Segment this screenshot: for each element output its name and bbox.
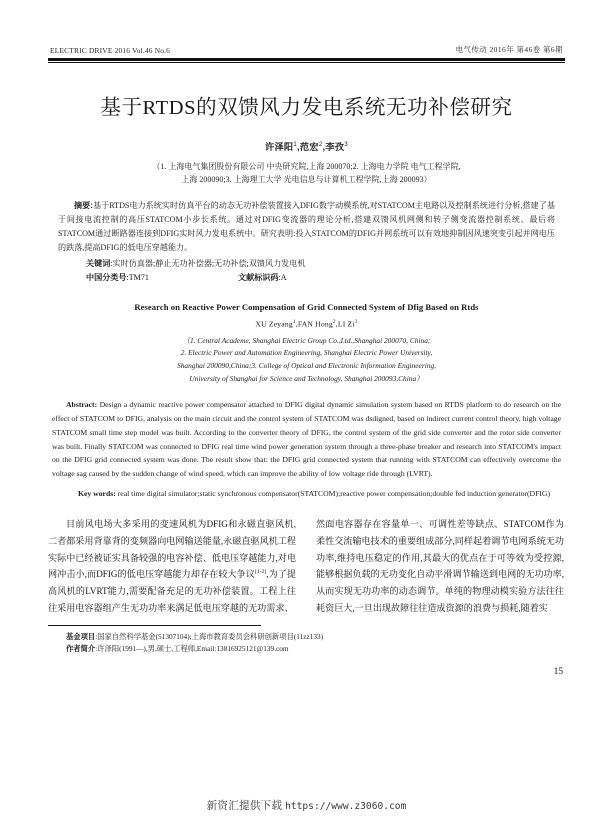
author-3-affil-marker-cn: 3 <box>344 142 349 149</box>
keywords-en-text: real time digital simulator;static synchronous compensator(STATCOM);reactive power compensation;double fed induction generator(DFIG) <box>115 488 551 498</box>
watermark-url: https://www.z3060.com <box>285 801 407 812</box>
body-left-citation: [1-2] <box>255 569 267 576</box>
footnote-fund-text: 国家自然科学基金(51307104);上海市教育委员会科研创新项目(11zz133) <box>97 632 324 642</box>
doc-code-cell <box>238 271 287 286</box>
body-left-text-a: 目前风电场大多采用的变速风机为DFIG和永磁直驱风机,二者都采用背靠背的变频器向电网输送能量,永磁直驱风机工程实际中已经被证实具备较强的电容补偿、低电压穿越能力,对电网冲击小,而DFIG的低电压穿越能力却存在较大争议 <box>48 519 296 580</box>
author-sep-1-en: , <box>295 319 298 329</box>
abstract-cn-label: 摘要 <box>74 201 91 211</box>
page-number: 15 <box>553 666 563 677</box>
keywords-cn-text: 实时仿真器;静止无功补偿器;无功补偿;双馈风力发电机 <box>112 258 306 268</box>
author-3-affil-marker-en: 3 <box>354 319 358 325</box>
clc-label: 中国分类号 <box>86 273 127 283</box>
affiliation-en-line-1: （1. Central Academe, Shanghai Electric Group Co.,Ltd.,Shanghai 200070, China; <box>182 335 431 345</box>
clc-sep: : <box>126 273 129 283</box>
keywords-cn-sep: : <box>110 258 113 268</box>
running-head-left: ELECTRIC DRIVE 2016 Vol.46 No.6 <box>50 46 171 55</box>
body-left-text-b: ,为了提高风机的LVRT能力,需要配备充足的无功补偿装置。工程上往往采用电容器组产生无功功率来满足低电压穿越的无功需求、 <box>48 569 296 613</box>
footnote-author-text: 许泽阳(1991—),男,硕士,工程师,Email:13816925121@139.com <box>97 643 289 653</box>
authors-chinese <box>48 139 565 153</box>
abstract-en-label: Abstract: <box>66 400 98 410</box>
abstract-en-text: Design a dynamic reactive power compensator attached to DFIG digital dynamic simulation system based on RTDS platform to do research on the effect of STATCOM to DFIG, analysis on the main circuit and the control system of STATCOM was dsdigned, based on indirect current control theory, high voltage STATCOM small time step model was built. According to the converter theory of DFIG, the control system of the grid side converter and the rotor side converter was built. Finally STATCOM was connected to DFIG real time wind power generation system through a three-phase breaker and research into STATCOM's impact on the DFIG grid connected system was done. The result show that: the DFIG grid connected system that running with STATCOM can effectively overcome the voltage sag caused by the sudden change of wind speed, which can improve the ability of low voltage ride through (LVRT). <box>52 400 561 478</box>
body-column-right <box>316 516 564 616</box>
doc-code-label: 文献标识码 <box>238 273 279 283</box>
download-watermark <box>0 798 613 813</box>
author-1-name-en: XU Zeyang <box>255 319 293 329</box>
abstract-chinese <box>58 199 555 255</box>
body-column-left <box>48 516 296 616</box>
keywords-en-label: Key words: <box>78 488 116 498</box>
doc-code-sep: : <box>278 273 281 283</box>
authors-english <box>48 319 565 329</box>
author-3-name-en: LI Zi <box>337 319 355 329</box>
body-left-paragraph <box>48 516 296 616</box>
article-title-chinese: 基于RTDS的双馈风力发电系统无功补偿研究 <box>100 97 513 120</box>
author-1-name-cn: 许泽阳 <box>264 142 294 153</box>
keywords-chinese <box>86 257 555 272</box>
page-content <box>48 44 565 677</box>
article-title-english: Research on Reactive Power Compensation of Grid Connected System of Dfig Based on Rtds <box>134 302 479 312</box>
keywords-english <box>52 487 561 501</box>
author-2-name-cn: 范宏 <box>299 142 319 153</box>
author-1-affil-marker-cn: 1 <box>293 142 298 149</box>
author-sep-1-cn: , <box>297 142 300 153</box>
keywords-cn-label: 关键词 <box>86 258 111 268</box>
footnote-author-sep: : <box>95 643 98 653</box>
footnote-author-label: 作者简介 <box>66 643 96 653</box>
running-head <box>48 44 565 57</box>
author-2-affil-marker-cn: 2 <box>318 142 323 149</box>
header-rule-thin <box>48 62 565 63</box>
footnote-author-bio <box>48 643 565 655</box>
clc-number-cell <box>86 271 238 286</box>
body-columns <box>48 516 565 616</box>
affiliation-en-line-2: 2. Electric Power and Automation Engineering, Shanghai Electric Power University, <box>180 348 433 358</box>
footnote-rule <box>48 625 261 626</box>
abstract-english <box>52 398 561 480</box>
footnote-fund-label: 基金项目 <box>66 632 96 642</box>
classification-row <box>86 271 555 286</box>
footnotes <box>48 631 565 655</box>
abstract-cn-sep: : <box>90 201 93 211</box>
author-2-name-en: FAN Hong <box>297 319 333 329</box>
affiliation-en-line-3: Shanghai 200090,China;3. College of Optical and Electronic Information Engineering, <box>177 361 436 370</box>
author-sep-2-cn: , <box>322 142 326 153</box>
affiliations-chinese <box>48 161 565 186</box>
author-2-affil-marker-en: 2 <box>332 319 336 325</box>
doc-code-value: A <box>280 273 287 283</box>
author-1-affil-marker-en: 1 <box>292 319 296 325</box>
clc-value: TM71 <box>128 273 149 283</box>
affiliations-english <box>48 335 565 386</box>
affiliation-cn-line-2: 上海 200090;3. 上海理工大学 光电信息与计算机工程学院,上海 200093） <box>181 174 432 184</box>
running-head-right: 电气传动 2016年 第46卷 第6期 <box>455 45 563 54</box>
footnote-fund <box>48 631 565 643</box>
header-rule-thick <box>48 58 565 61</box>
affiliation-en-line-4: University of Shanghai for Science and Technology, Shanghai 200093,China） <box>189 373 424 383</box>
author-sep-2-en: , <box>335 319 338 329</box>
author-3-name-cn: 李孜 <box>325 142 345 153</box>
body-right-paragraph: 然面电容器存在容量单一、可调性差等缺点、STATCOM作为柔性交流输电技术的重要组成部分,同样起着调节电网系统无功功率,维持电压稳定的作用,其最大的优点在于可等效为受控源,能够根据负载的无功变化自动平滑调节输送到电网的无功功率,从而实现无功功率的动态调节。单纯的物理动模实验方法往往耗资巨大,一旦出现故障往往造成资源的浪费与损耗,随着实 <box>316 519 564 613</box>
abstract-cn-text: 基于RTDS电力系统实时仿真平台的动态无功补偿装置接入DFIG数字动模系统,对STATCOM主电路以及控制系统进行分析,搭建了基于间接电流控制的高压STATCOM小步长系统。通过对DFIG变流器的理论分析,搭建双馈风机网侧和转子侧变流器控制系统。最后将STATCOM通过断路器连接到DFIG实时风力发电系统中。研究表明:投入STATCOM的DFIG并网系统可以有效地抑制因风速突变引起并网电压的跌落,提高DFIG的低电压穿越能力。 <box>58 201 555 252</box>
footnote-fund-sep: : <box>95 632 98 642</box>
affiliation-cn-line-1: （1. 上海电气集团股份有限公司 中央研究院,上海 200070;2. 上海电力学院 电气工程学院, <box>152 162 461 172</box>
watermark-text: 新资汇提供下载 <box>206 801 283 812</box>
